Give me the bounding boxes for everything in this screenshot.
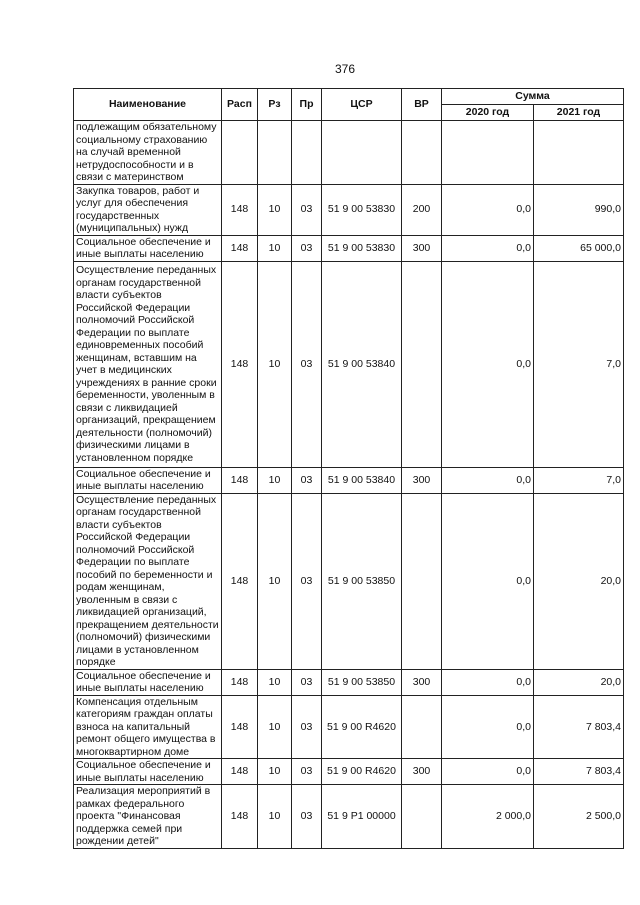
table-cell-csr: 51 9 00 53830 bbox=[322, 235, 402, 261]
table-cell-rasp: 148 bbox=[222, 184, 258, 235]
table-cell-csr: 51 9 00 53850 bbox=[322, 493, 402, 669]
table-cell-vr: 300 bbox=[402, 759, 442, 785]
table-cell-name: подлежащим обязательному социальному страхованию на случай временной нетрудоспособности и в связи с материнством bbox=[74, 121, 222, 185]
table-cell-2020 bbox=[442, 121, 534, 185]
table-cell-rz: 10 bbox=[258, 493, 292, 669]
table-row bbox=[74, 785, 624, 849]
table-cell-2021: 2 500,0 bbox=[534, 785, 624, 849]
table-cell-rasp: 148 bbox=[222, 669, 258, 695]
table-cell-name: Осуществление переданных органам государственной власти субъектов Российской Федерации полномочий Российской Федерации по выплате пособий по беременности и родам женщинам, уволенным в связи с ликвидацией организаций, прекращением деятельности (полномочий) физическими лицами в установленном порядке bbox=[74, 493, 222, 669]
header-csr: ЦСР bbox=[322, 89, 402, 121]
table-cell-csr: 51 9 00 53840 bbox=[322, 261, 402, 467]
table-cell-vr bbox=[402, 493, 442, 669]
header-vr: ВР bbox=[402, 89, 442, 121]
table-cell-rasp bbox=[222, 121, 258, 185]
table-cell-csr: 51 9 00 R4620 bbox=[322, 759, 402, 785]
table-row bbox=[74, 261, 624, 467]
table-cell-pr bbox=[292, 121, 322, 185]
table-cell-pr: 03 bbox=[292, 695, 322, 759]
table-row bbox=[74, 669, 624, 695]
header-sum: Сумма bbox=[442, 89, 624, 105]
table-cell-2020: 0,0 bbox=[442, 759, 534, 785]
table-cell-pr: 03 bbox=[292, 493, 322, 669]
table-cell-rz: 10 bbox=[258, 669, 292, 695]
table-row bbox=[74, 493, 624, 669]
table-cell-name: Закупка товаров, работ и услуг для обеспечения государственных (муниципальных) нужд bbox=[74, 184, 222, 235]
table-cell-2020: 0,0 bbox=[442, 493, 534, 669]
table-cell-2021: 20,0 bbox=[534, 493, 624, 669]
table-cell-pr: 03 bbox=[292, 785, 322, 849]
table-row bbox=[74, 184, 624, 235]
table-cell-vr bbox=[402, 785, 442, 849]
table-cell-2020: 0,0 bbox=[442, 669, 534, 695]
table-cell-2020: 0,0 bbox=[442, 184, 534, 235]
table-cell-2021: 990,0 bbox=[534, 184, 624, 235]
table-row bbox=[74, 235, 624, 261]
table-cell-csr: 51 9 00 53830 bbox=[322, 184, 402, 235]
page-number: 376 bbox=[334, 62, 356, 76]
table-cell-rasp: 148 bbox=[222, 695, 258, 759]
table-cell-name: Осуществление переданных органам государственной власти субъектов Российской Федерации полномочий Российской Федерации по выплате единовременных пособий женщинам, вставшим на учет в медицинских учреждениях в ранние сроки беременности, уволенным в связи с ликвидацией организаций, прекращением деятельности (полномочий) физическими лицами в установленном порядке bbox=[74, 261, 222, 467]
table-cell-2020: 0,0 bbox=[442, 235, 534, 261]
table-cell-rz: 10 bbox=[258, 695, 292, 759]
header-rz: Рз bbox=[258, 89, 292, 121]
table-cell-rasp: 148 bbox=[222, 493, 258, 669]
table-cell-pr: 03 bbox=[292, 467, 322, 493]
table-cell-rasp: 148 bbox=[222, 467, 258, 493]
table-cell-csr bbox=[322, 121, 402, 185]
table-cell-rz: 10 bbox=[258, 467, 292, 493]
table-cell-rasp: 148 bbox=[222, 785, 258, 849]
header-name: Наименование bbox=[74, 89, 222, 121]
table-cell-name: Социальное обеспечение и иные выплаты населению bbox=[74, 759, 222, 785]
table-cell-name: Социальное обеспечение и иные выплаты населению bbox=[74, 235, 222, 261]
table-cell-name: Реализация мероприятий в рамках федерального проекта "Финансовая поддержка семей при рождении детей" bbox=[74, 785, 222, 849]
table-cell-rz: 10 bbox=[258, 184, 292, 235]
table-cell-2021 bbox=[534, 121, 624, 185]
table-cell-2020: 2 000,0 bbox=[442, 785, 534, 849]
header-2021: 2021 год bbox=[534, 105, 624, 121]
table-cell-vr bbox=[402, 261, 442, 467]
table-cell-rz bbox=[258, 121, 292, 185]
table-cell-csr: 51 9 00 53840 bbox=[322, 467, 402, 493]
table-row bbox=[74, 695, 624, 759]
table-cell-rasp: 148 bbox=[222, 759, 258, 785]
table-cell-name: Компенсация отдельным категориям граждан оплаты взноса на капитальный ремонт общего имущества в многоквартирном доме bbox=[74, 695, 222, 759]
table-cell-2020: 0,0 bbox=[442, 261, 534, 467]
table-row bbox=[74, 759, 624, 785]
table-cell-rz: 10 bbox=[258, 785, 292, 849]
table-cell-pr: 03 bbox=[292, 261, 322, 467]
table-cell-vr: 300 bbox=[402, 669, 442, 695]
table-cell-2021: 20,0 bbox=[534, 669, 624, 695]
budget-table bbox=[73, 88, 624, 849]
table-cell-rasp: 148 bbox=[222, 261, 258, 467]
table-cell-vr: 300 bbox=[402, 235, 442, 261]
table-cell-csr: 51 9 P1 00000 bbox=[322, 785, 402, 849]
table-cell-csr: 51 9 00 R4620 bbox=[322, 695, 402, 759]
table-cell-name: Социальное обеспечение и иные выплаты населению bbox=[74, 467, 222, 493]
table-cell-pr: 03 bbox=[292, 669, 322, 695]
table-cell-vr: 300 bbox=[402, 467, 442, 493]
header-rasp: Расп bbox=[222, 89, 258, 121]
table-cell-vr bbox=[402, 695, 442, 759]
table-cell-pr: 03 bbox=[292, 184, 322, 235]
table-cell-vr bbox=[402, 121, 442, 185]
table-row bbox=[74, 467, 624, 493]
table-cell-name: Социальное обеспечение и иные выплаты населению bbox=[74, 669, 222, 695]
table-cell-rz: 10 bbox=[258, 235, 292, 261]
table-cell-2021: 7 803,4 bbox=[534, 695, 624, 759]
table-cell-vr: 200 bbox=[402, 184, 442, 235]
table-cell-csr: 51 9 00 53850 bbox=[322, 669, 402, 695]
table-cell-rasp: 148 bbox=[222, 235, 258, 261]
table-cell-2021: 7 803,4 bbox=[534, 759, 624, 785]
header-pr: Пр bbox=[292, 89, 322, 121]
table-cell-2021: 7,0 bbox=[534, 261, 624, 467]
table-cell-2021: 65 000,0 bbox=[534, 235, 624, 261]
table-cell-pr: 03 bbox=[292, 235, 322, 261]
table-cell-2020: 0,0 bbox=[442, 695, 534, 759]
header-2020: 2020 год bbox=[442, 105, 534, 121]
table-cell-2020: 0,0 bbox=[442, 467, 534, 493]
table-cell-pr: 03 bbox=[292, 759, 322, 785]
table-cell-rz: 10 bbox=[258, 261, 292, 467]
table-cell-2021: 7,0 bbox=[534, 467, 624, 493]
table-cell-rz: 10 bbox=[258, 759, 292, 785]
table-row bbox=[74, 121, 624, 185]
